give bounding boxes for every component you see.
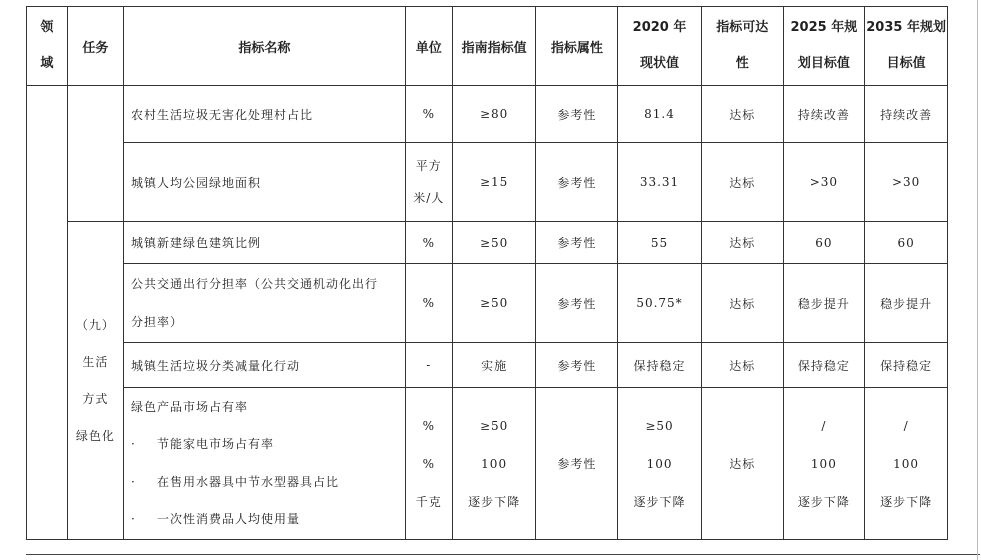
unit-cell: % bbox=[405, 264, 452, 343]
value-2020: 81.4 bbox=[618, 86, 702, 143]
list-item: · 在售用水器具中节水型器具占比 bbox=[130, 474, 339, 489]
target-2025: 保持稳定 bbox=[783, 343, 865, 388]
indicator-name: 农村生活垃圾无害化处理村占比 bbox=[123, 86, 405, 143]
guide-value: ≥50 bbox=[452, 222, 536, 264]
header-row bbox=[27, 7, 948, 86]
task-cell: （九） 生活 方式 绿色化 bbox=[67, 222, 123, 540]
indicator-name bbox=[123, 388, 405, 540]
header-domain: 领 域 bbox=[27, 7, 68, 86]
indicator-group-title: 绿色产品市场占有率 bbox=[130, 399, 248, 414]
unit-cell: % % 千克 bbox=[405, 388, 452, 540]
indicator-table bbox=[26, 6, 948, 540]
indicator-name: 城镇人均公园绿地面积 bbox=[123, 143, 405, 222]
list-item: · 一次性消费品人均使用量 bbox=[130, 512, 300, 526]
reach-cell: 达标 bbox=[701, 143, 783, 222]
header-attr: 指标属性 bbox=[536, 7, 618, 86]
target-2035: 保持稳定 bbox=[865, 343, 948, 388]
reach-cell: 达标 bbox=[701, 388, 783, 540]
table-row bbox=[27, 86, 948, 143]
indicator-name: 公共交通出行分担率（公共交通机动化出行 分担率） bbox=[123, 264, 405, 343]
page-bottom-divider bbox=[26, 554, 980, 555]
indicator-name: 城镇生活垃圾分类减量化行动 bbox=[123, 343, 405, 388]
unit-cell: - bbox=[405, 343, 452, 388]
guide-value: ≥50 bbox=[452, 264, 536, 343]
reach-cell: 达标 bbox=[701, 343, 783, 388]
value-2020: 33.31 bbox=[618, 143, 702, 222]
target-2025: 持续改善 bbox=[783, 86, 865, 143]
target-2035: 持续改善 bbox=[865, 86, 948, 143]
header-2025: 2025 年规 划目标值 bbox=[783, 7, 865, 86]
attr-cell: 参考性 bbox=[536, 264, 618, 343]
reach-cell: 达标 bbox=[701, 222, 783, 264]
target-2025: / 100 逐步下降 bbox=[783, 388, 865, 540]
guide-value: ≥50 100 逐步下降 bbox=[452, 388, 536, 540]
unit-cell: 平方 米/人 bbox=[405, 143, 452, 222]
attr-cell: 参考性 bbox=[536, 143, 618, 222]
target-2035: >30 bbox=[865, 143, 948, 222]
attr-cell: 参考性 bbox=[536, 86, 618, 143]
page-right-edge bbox=[977, 0, 978, 560]
table-row bbox=[27, 143, 948, 222]
list-item: · 节能家电市场占有率 bbox=[130, 437, 274, 451]
task-cell-empty bbox=[67, 86, 123, 222]
attr-cell: 参考性 bbox=[536, 222, 618, 264]
domain-cell bbox=[27, 86, 68, 540]
value-2020: 50.75* bbox=[618, 264, 702, 343]
unit-cell: % bbox=[405, 86, 452, 143]
reach-cell: 达标 bbox=[701, 264, 783, 343]
header-2020: 2020 年 现状值 bbox=[618, 7, 702, 86]
reach-cell: 达标 bbox=[701, 86, 783, 143]
header-name: 指标名称 bbox=[123, 7, 405, 86]
guide-value: ≥80 bbox=[452, 86, 536, 143]
header-unit: 单位 bbox=[405, 7, 452, 86]
target-2025: 稳步提升 bbox=[783, 264, 865, 343]
target-2035: 60 bbox=[865, 222, 948, 264]
value-2020: 55 bbox=[618, 222, 702, 264]
unit-cell: % bbox=[405, 222, 452, 264]
attr-cell: 参考性 bbox=[536, 343, 618, 388]
target-2025: 60 bbox=[783, 222, 865, 264]
indicator-name: 城镇新建绿色建筑比例 bbox=[123, 222, 405, 264]
target-2025: >30 bbox=[783, 143, 865, 222]
value-2020: ≥50 100 逐步下降 bbox=[618, 388, 702, 540]
value-2020: 保持稳定 bbox=[618, 343, 702, 388]
indicator-table-frame bbox=[26, 6, 948, 540]
target-2035: / 100 逐步下降 bbox=[865, 388, 948, 540]
guide-value: 实施 bbox=[452, 343, 536, 388]
target-2035: 稳步提升 bbox=[865, 264, 948, 343]
header-2035: 2035 年规划 目标值 bbox=[865, 7, 948, 86]
attr-cell: 参考性 bbox=[536, 388, 618, 540]
table-row bbox=[27, 343, 948, 388]
header-task: 任务 bbox=[67, 7, 123, 86]
guide-value: ≥15 bbox=[452, 143, 536, 222]
header-guide: 指南指标值 bbox=[452, 7, 536, 86]
table-row bbox=[27, 264, 948, 343]
header-reach: 指标可达 性 bbox=[701, 7, 783, 86]
table-row bbox=[27, 222, 948, 264]
table-row bbox=[27, 388, 948, 540]
